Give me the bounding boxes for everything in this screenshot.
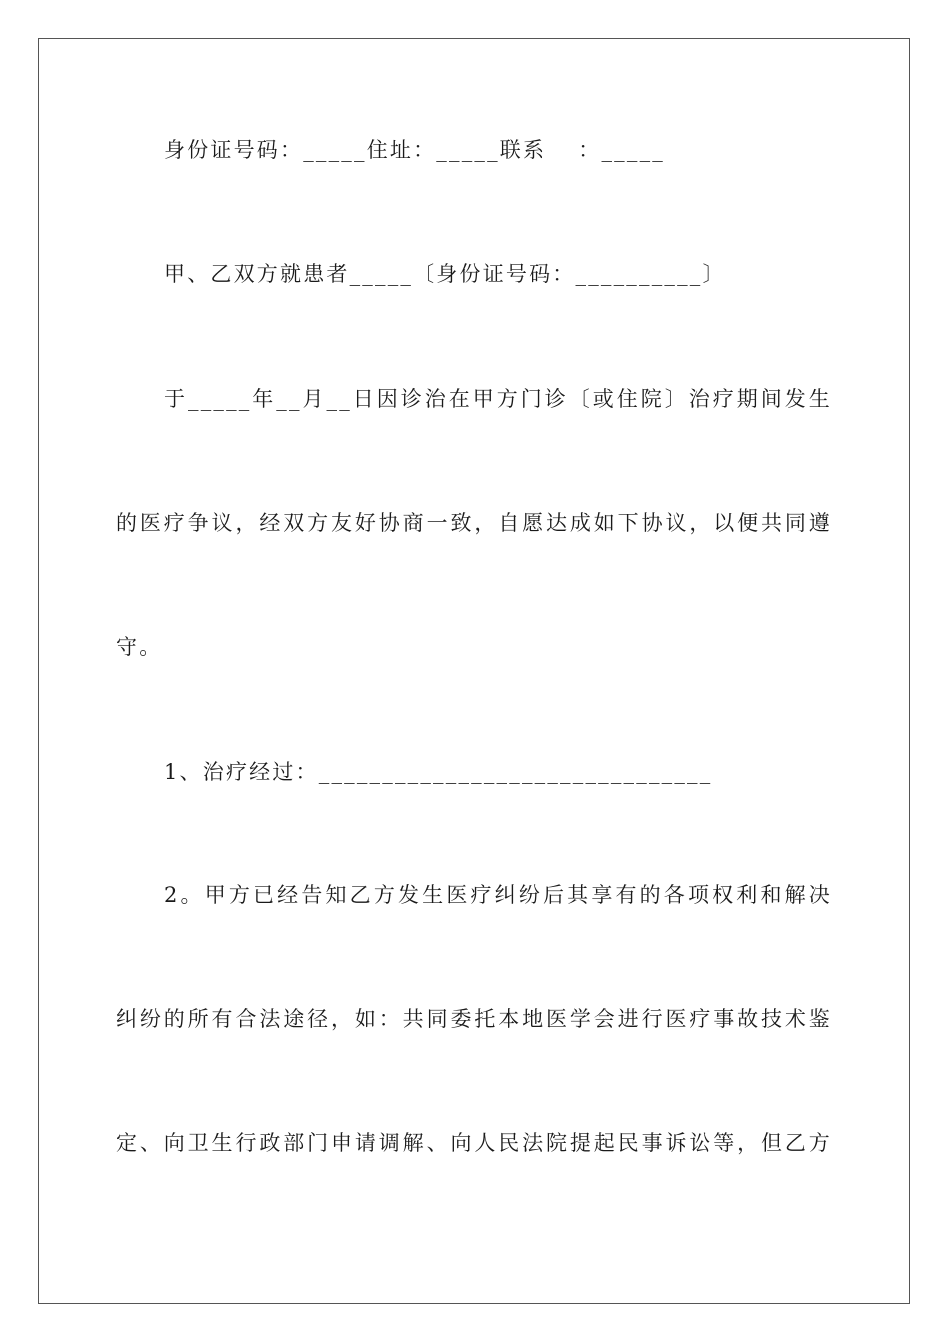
text-line-item-2-methods: 纠纷的所有合法途径，如：共同委托本地医学会进行医疗事故技术鉴 — [116, 1007, 832, 1031]
text-line-item-2-rights: 2。甲方已经告知乙方发生医疗纠纷后其享有的各项权利和解决 — [164, 883, 832, 907]
text-line-item-2-litigation: 定、向卫生行政部门申请调解、向人民法院提起民事诉讼等，但乙方 — [116, 1131, 832, 1155]
page-border — [38, 38, 910, 1304]
text-line-item-1-treatment: 1、治疗经过：_______________________________ — [164, 760, 713, 784]
text-line-abide: 守。 — [116, 635, 163, 659]
text-line-agreement-intro: 的医疗争议，经双方友好协商一致，自愿达成如下协议，以便共同遵 — [116, 511, 832, 535]
text-line-id-address-contact: 身份证号码：_____住址：_____联系 ：_____ — [164, 138, 665, 162]
text-line-parties-patient: 甲、乙双方就患者_____〔身份证号码：__________〕 — [164, 262, 726, 286]
text-line-treatment-date: 于_____年__月__日因诊治在甲方门诊〔或住院〕治疗期间发生 — [164, 387, 832, 411]
